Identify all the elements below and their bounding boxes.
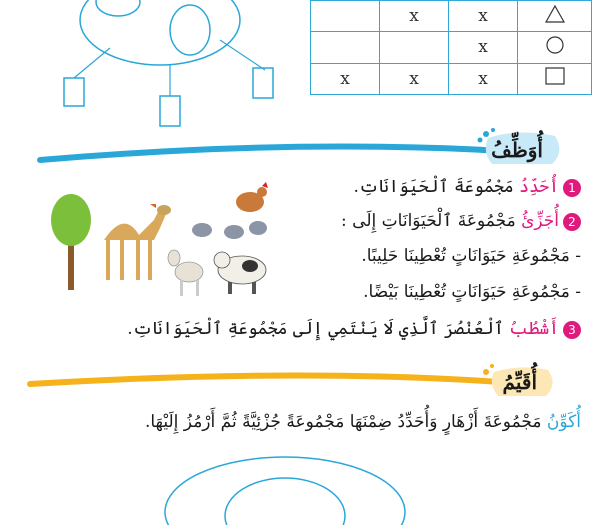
table-cell (311, 32, 380, 63)
goat-icon (168, 250, 203, 296)
table-cell: x (380, 1, 449, 32)
tree-icon (51, 194, 91, 290)
section-title-evaluate: أُقَيِّمُ (502, 370, 537, 394)
instruction-verb: أُحَدِّدُ (519, 177, 559, 197)
evaluation-instruction (145, 412, 581, 432)
table-cell: x (311, 63, 380, 94)
table-cell: x (380, 63, 449, 94)
instruction-2a (361, 246, 581, 266)
animals-illustration (44, 180, 274, 300)
table-row (311, 1, 592, 32)
instruction-2 (341, 210, 581, 231)
cow-icon (214, 252, 266, 294)
instruction-text: مَجْمُوعَةَ أَزْهَارٍ وَأُحَدِّدُ ضِمْنَهَا مَجْمُوعَةً جُزْئِيَّةً ثُمَّ أَرْمُزُ إِلَيْهَا. (144, 412, 547, 432)
instruction-text: ٱلْعُنْصُرَ ٱلَّذِي لَا يَنْتَمِي إِلَى مَجْمُوعَةِ ٱلْحَيَوَانَاتِ. (127, 319, 510, 339)
camel-icon (104, 210, 166, 280)
table-cell: x (449, 63, 518, 94)
pigeon-icon (192, 221, 267, 239)
table-row (311, 32, 592, 63)
answer-ellipses (150, 452, 420, 525)
table-cell (380, 32, 449, 63)
instruction-3 (127, 318, 581, 339)
instruction-text: - مَجْمُوعَةِ حَيَوَانَاتٍ تُعْطِينَا بَيْضًا. (363, 282, 581, 302)
instruction-text: - مَجْمُوعَةِ حَيَوَانَاتٍ تُعْطِينَا حَلِيبًا. (361, 246, 581, 266)
number-badge: 1 (563, 179, 581, 197)
circle-icon (518, 32, 592, 63)
table-cell (311, 1, 380, 32)
triangle-icon (518, 1, 592, 32)
number-badge: 2 (563, 213, 581, 231)
instruction-verb: أَشْطُبُ (509, 319, 559, 339)
membership-table (310, 0, 592, 95)
instruction-text: مَجْمُوعَةَ ٱلْحَيَوَانَاتِ إِلَى : (341, 211, 522, 231)
table-cell: x (449, 32, 518, 63)
bird-icon (150, 204, 171, 215)
square-icon (518, 63, 592, 94)
instruction-text: مَجْمُوعَةَ ٱلْحَيَوَانَاتِ. (353, 177, 520, 197)
table-cell: x (449, 1, 518, 32)
set-diagram (50, 0, 290, 140)
instruction-2b (363, 282, 581, 302)
instruction-1 (354, 176, 581, 197)
instruction-verb: أُجَزِّئُ (521, 211, 559, 231)
table-row (311, 63, 592, 94)
instruction-verb: أُكَوِّنُ (546, 412, 581, 432)
number-badge: 3 (563, 321, 581, 339)
section-title-apply: أُوَظِّفُ (491, 138, 543, 162)
hen-icon (236, 182, 268, 212)
